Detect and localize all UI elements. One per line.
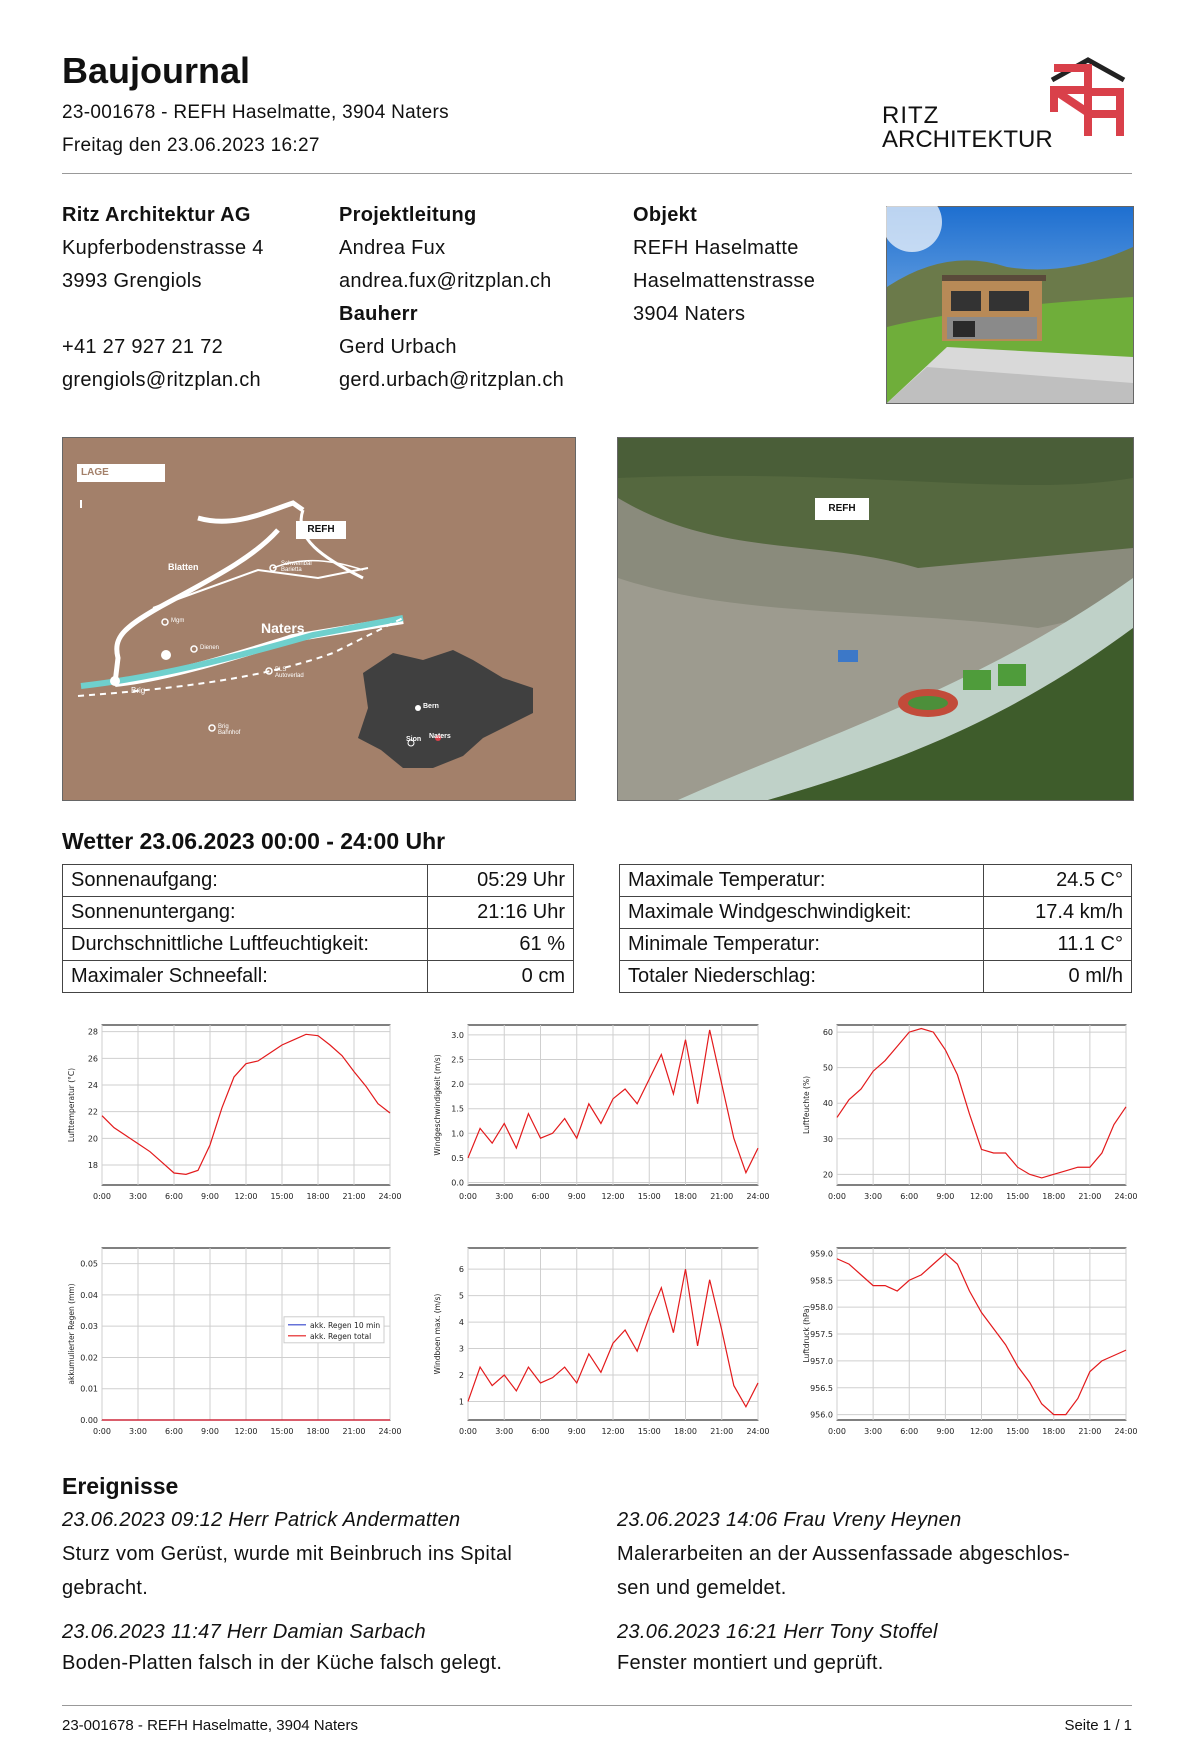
- chart-svg: [430, 1240, 770, 1448]
- page-title: Baujournal: [62, 50, 251, 91]
- y-axis-label: akkumulierter Regen (mm): [67, 1283, 76, 1385]
- company-name: Ritz Architektur AG: [62, 204, 251, 226]
- x-tick-label: 12:00: [601, 1192, 625, 1201]
- event-header: 23.06.2023 11:47 Herr Damian Sarbach: [62, 1621, 426, 1643]
- y-tick-label: 0.00: [80, 1416, 98, 1425]
- map-mgm-label: Mgm: [171, 618, 185, 624]
- y-tick-label: 1: [458, 1397, 464, 1407]
- weather-value: 61 %: [428, 929, 574, 961]
- y-tick-label: 4: [458, 1318, 464, 1328]
- weather-heading: Wetter 23.06.2023 00:00 - 24:00 Uhr: [62, 828, 446, 854]
- event-text: Boden-Platten falsch in der Küche falsch gelegt.: [62, 1652, 503, 1674]
- x-tick-label: 6:00: [165, 1192, 183, 1201]
- company-city: 3993 Grengiols: [62, 270, 202, 292]
- map-refh-label: REFH: [296, 521, 346, 539]
- map-sion-label: Sion: [406, 736, 422, 743]
- y-tick-label: 24: [87, 1081, 98, 1090]
- x-tick-label: 6:00: [165, 1427, 183, 1436]
- y-tick-label: 1.5: [451, 1104, 464, 1114]
- chart-panel: [430, 1240, 770, 1448]
- company-street: Kupferbodenstrasse 4: [62, 237, 264, 259]
- x-tick-label: 6:00: [531, 1427, 550, 1436]
- y-tick-label: 28: [87, 1027, 98, 1037]
- x-tick-label: 24:00: [378, 1192, 402, 1201]
- table-row: [620, 897, 1132, 929]
- x-tick-label: 21:00: [1078, 1427, 1102, 1436]
- legend-label: akk. Regen 10 min: [310, 1320, 381, 1330]
- weather-value: 0 cm: [428, 961, 574, 993]
- map-blatten-label: Blatten: [168, 562, 199, 572]
- event-item: [62, 1621, 582, 1680]
- y-tick-label: 5: [458, 1291, 464, 1301]
- y-tick-label: 40: [822, 1099, 833, 1109]
- weather-label: Sonnenuntergang:: [63, 897, 428, 929]
- y-tick-label: 0.5: [451, 1153, 464, 1163]
- x-tick-label: 18:00: [1042, 1192, 1066, 1201]
- chart-svg: [62, 1240, 402, 1448]
- chart-panel: [62, 1017, 402, 1213]
- x-tick-label: 9:00: [201, 1192, 219, 1201]
- aerial-photo: [617, 437, 1134, 801]
- x-tick-label: 15:00: [637, 1427, 661, 1436]
- lead-name: Andrea Fux: [339, 237, 446, 259]
- weather-label: Maximale Windgeschwindigkeit:: [620, 897, 984, 929]
- object-city: 3904 Naters: [633, 303, 746, 325]
- map-bern-label: Bern: [423, 703, 439, 710]
- map-schweinbal-label: Schweinbal Barietta: [281, 561, 312, 573]
- y-tick-label: 0.03: [80, 1322, 98, 1332]
- event-item: [617, 1509, 1132, 1605]
- weather-label: Maximale Temperatur:: [620, 865, 984, 897]
- x-tick-label: 15:00: [1006, 1192, 1030, 1201]
- y-axis-label: Luftfeuchte (%): [802, 1075, 811, 1135]
- weather-value: 17.4 km/h: [984, 897, 1132, 929]
- x-tick-label: 9:00: [936, 1427, 955, 1436]
- company-email[interactable]: grengiols@ritzplan.ch: [62, 369, 261, 391]
- y-tick-label: 26: [87, 1054, 98, 1064]
- weather-label: Maximaler Schneefall:: [63, 961, 428, 993]
- weather-value: 24.5 C°: [984, 865, 1132, 897]
- x-tick-label: 3:00: [129, 1427, 147, 1436]
- lead-label: Projektleitung: [339, 204, 477, 226]
- x-tick-label: 24:00: [1114, 1427, 1138, 1436]
- x-tick-label: 3:00: [495, 1427, 514, 1436]
- x-tick-label: 0:00: [459, 1192, 477, 1201]
- footer-project: 23-001678 - REFH Haselmatte, 3904 Naters: [62, 1717, 358, 1734]
- event-text-cont: gebracht.: [62, 1577, 149, 1599]
- object-name: REFH Haselmatte: [633, 237, 799, 259]
- chart-panel: [62, 1240, 402, 1448]
- x-tick-label: 9:00: [201, 1427, 219, 1436]
- table-row: [63, 961, 574, 993]
- event-item: [62, 1509, 582, 1605]
- x-tick-label: 12:00: [234, 1192, 258, 1201]
- x-tick-label: 15:00: [1006, 1427, 1030, 1436]
- table-row: [63, 929, 574, 961]
- company-phone: +41 27 927 21 72: [62, 336, 224, 358]
- x-tick-label: 9:00: [936, 1192, 955, 1201]
- chart-svg: [430, 1017, 770, 1213]
- x-tick-label: 12:00: [969, 1192, 994, 1201]
- aerial-refh-label: REFH: [815, 498, 869, 520]
- y-tick-label: 1.0: [451, 1129, 464, 1139]
- chart-svg: [797, 1240, 1138, 1448]
- y-tick-label: 0.04: [80, 1290, 98, 1300]
- datetime-line: Freitag den 23.06.2023 16:27: [62, 135, 320, 156]
- building-photo: [886, 206, 1134, 404]
- object-street: Haselmattenstrasse: [633, 270, 816, 292]
- x-tick-label: 6:00: [900, 1192, 919, 1201]
- y-axis-label: Luftdruck (hPa): [802, 1305, 811, 1363]
- x-tick-label: 24:00: [1114, 1192, 1138, 1201]
- weather-value: 05:29 Uhr: [428, 865, 574, 897]
- x-tick-label: 0:00: [828, 1427, 846, 1436]
- map-brig-bahnhof-label: Brig Bahnhof: [218, 724, 241, 736]
- event-text: Fenster montiert und geprüft.: [617, 1652, 884, 1674]
- table-row: [63, 865, 574, 897]
- table-row: [620, 929, 1132, 961]
- x-tick-label: 3:00: [129, 1192, 147, 1201]
- y-tick-label: 3.0: [451, 1030, 464, 1040]
- y-tick-label: 50: [822, 1063, 833, 1073]
- contacts-block: [339, 199, 564, 397]
- y-tick-label: 60: [822, 1028, 833, 1038]
- x-tick-label: 3:00: [864, 1192, 883, 1201]
- x-tick-label: 9:00: [567, 1427, 586, 1436]
- event-text: Sturz vom Gerüst, wurde mit Beinbruch ins Spital: [62, 1543, 513, 1565]
- header-divider: [62, 173, 1132, 174]
- chart-svg: [62, 1017, 402, 1213]
- y-tick-label: 958.0: [810, 1303, 833, 1313]
- event-item: [617, 1621, 1132, 1680]
- chart-panel: [797, 1240, 1138, 1448]
- company-logo: [882, 56, 1132, 156]
- object-block: [633, 199, 815, 331]
- x-tick-label: 21:00: [1078, 1192, 1102, 1201]
- y-axis-label: Lufttemperatur (°C): [67, 1067, 76, 1143]
- table-row: [620, 961, 1132, 993]
- x-tick-label: 18:00: [1042, 1427, 1066, 1436]
- weather-label: Totaler Niederschlag:: [620, 961, 984, 993]
- map-dienen-label: Dienen: [200, 645, 220, 651]
- table-row: [620, 865, 1132, 897]
- x-tick-label: 3:00: [864, 1427, 883, 1436]
- x-tick-label: 0:00: [93, 1427, 111, 1436]
- company-block: [62, 199, 264, 397]
- lead-email[interactable]: andrea.fux@ritzplan.ch: [339, 270, 552, 292]
- y-tick-label: 3: [458, 1344, 464, 1354]
- x-tick-label: 3:00: [495, 1192, 514, 1201]
- y-tick-label: 0.0: [451, 1178, 464, 1188]
- project-line: 23-001678 - REFH Haselmatte, 3904 Naters: [62, 102, 449, 123]
- event-header: 23.06.2023 09:12 Herr Patrick Andermatten: [62, 1509, 461, 1531]
- y-tick-label: 957.0: [810, 1356, 833, 1366]
- footer-page: Seite 1 / 1: [1064, 1717, 1132, 1734]
- x-tick-label: 12:00: [969, 1427, 994, 1436]
- weather-title: [62, 828, 445, 855]
- event-header: 23.06.2023 16:21 Herr Tony Stoffel: [617, 1621, 938, 1643]
- event-text: Malerarbeiten an der Aussenfassade abgeschlos-: [617, 1543, 1070, 1565]
- x-tick-label: 18:00: [306, 1427, 330, 1436]
- map-lage-label: LAGE: [77, 464, 165, 482]
- y-tick-label: 956.5: [810, 1383, 833, 1393]
- y-tick-label: 0.05: [80, 1259, 98, 1269]
- weather-label: Sonnenaufgang:: [63, 865, 428, 897]
- y-tick-label: 18: [87, 1161, 98, 1170]
- chart-svg: [797, 1017, 1138, 1213]
- object-label: Objekt: [633, 204, 698, 226]
- y-tick-label: 2.5: [451, 1055, 464, 1065]
- x-tick-label: 18:00: [306, 1192, 330, 1201]
- legend-label: akk. Regen total: [310, 1331, 372, 1341]
- x-tick-label: 15:00: [270, 1427, 294, 1436]
- y-tick-label: 957.5: [810, 1330, 833, 1339]
- map-bls-label: BLS Autoverlad: [275, 667, 304, 679]
- x-tick-label: 12:00: [601, 1427, 625, 1436]
- x-tick-label: 18:00: [673, 1427, 698, 1436]
- event-header: 23.06.2023 14:06 Frau Vreny Heynen: [617, 1509, 962, 1531]
- x-tick-label: 21:00: [710, 1427, 734, 1436]
- x-tick-label: 0:00: [828, 1192, 846, 1201]
- x-tick-label: 0:00: [93, 1192, 111, 1201]
- table-row: [63, 897, 574, 929]
- y-tick-label: 0.02: [80, 1353, 98, 1363]
- x-tick-label: 21:00: [710, 1192, 734, 1201]
- map-brig-label: Brig: [131, 686, 146, 695]
- y-tick-label: 2.0: [451, 1080, 464, 1090]
- weather-table-right: [619, 864, 1132, 993]
- weather-value: 21:16 Uhr: [428, 897, 574, 929]
- weather-label: Durchschnittliche Luftfeuchtigkeit:: [63, 929, 428, 961]
- y-axis-label: Windgeschwindigkeit (m/s): [433, 1054, 442, 1156]
- footer-divider: [62, 1705, 1132, 1706]
- logo-text-ritz: RITZ: [882, 102, 940, 129]
- chart-panel: [797, 1017, 1138, 1213]
- y-tick-label: 956.0: [810, 1410, 833, 1420]
- map-naters-label: Naters: [261, 620, 305, 636]
- x-tick-label: 6:00: [900, 1427, 919, 1436]
- y-tick-label: 20: [822, 1170, 833, 1180]
- event-text-cont: sen und gemeldet.: [617, 1577, 787, 1599]
- x-tick-label: 6:00: [531, 1192, 550, 1201]
- y-tick-label: 2: [458, 1371, 464, 1381]
- y-tick-label: 6: [458, 1265, 464, 1275]
- x-tick-label: 24:00: [746, 1192, 770, 1201]
- x-tick-label: 18:00: [673, 1192, 698, 1201]
- location-map: [62, 437, 576, 801]
- x-tick-label: 15:00: [270, 1192, 294, 1201]
- x-tick-label: 12:00: [234, 1427, 258, 1436]
- x-tick-label: 24:00: [746, 1427, 770, 1436]
- x-tick-label: 15:00: [637, 1192, 661, 1201]
- owner-email[interactable]: gerd.urbach@ritzplan.ch: [339, 369, 565, 391]
- weather-label: Minimale Temperatur:: [620, 929, 984, 961]
- y-tick-label: 0.01: [80, 1384, 98, 1394]
- logo-text-architektur: ARCHITEKTUR: [882, 126, 1053, 153]
- y-tick-label: 959.0: [810, 1249, 833, 1259]
- events-title: [62, 1473, 178, 1500]
- map-naters-small-label: Naters: [429, 733, 451, 740]
- x-tick-label: 21:00: [342, 1192, 366, 1201]
- x-tick-label: 9:00: [567, 1192, 586, 1201]
- x-tick-label: 21:00: [342, 1427, 366, 1436]
- y-axis-label: Windboen max. (m/s): [433, 1293, 442, 1375]
- owner-name: Gerd Urbach: [339, 336, 457, 358]
- x-tick-label: 24:00: [378, 1427, 402, 1436]
- y-tick-label: 958.5: [810, 1276, 833, 1286]
- owner-label: Bauherr: [339, 303, 418, 325]
- y-tick-label: 20: [87, 1134, 98, 1144]
- y-tick-label: 22: [87, 1107, 98, 1117]
- weather-table-left: [62, 864, 574, 993]
- events-heading: Ereignisse: [62, 1473, 179, 1499]
- weather-value: 0 ml/h: [984, 961, 1132, 993]
- weather-value: 11.1 C°: [984, 929, 1132, 961]
- y-tick-label: 30: [822, 1134, 833, 1144]
- chart-panel: [430, 1017, 770, 1213]
- x-tick-label: 0:00: [459, 1427, 477, 1436]
